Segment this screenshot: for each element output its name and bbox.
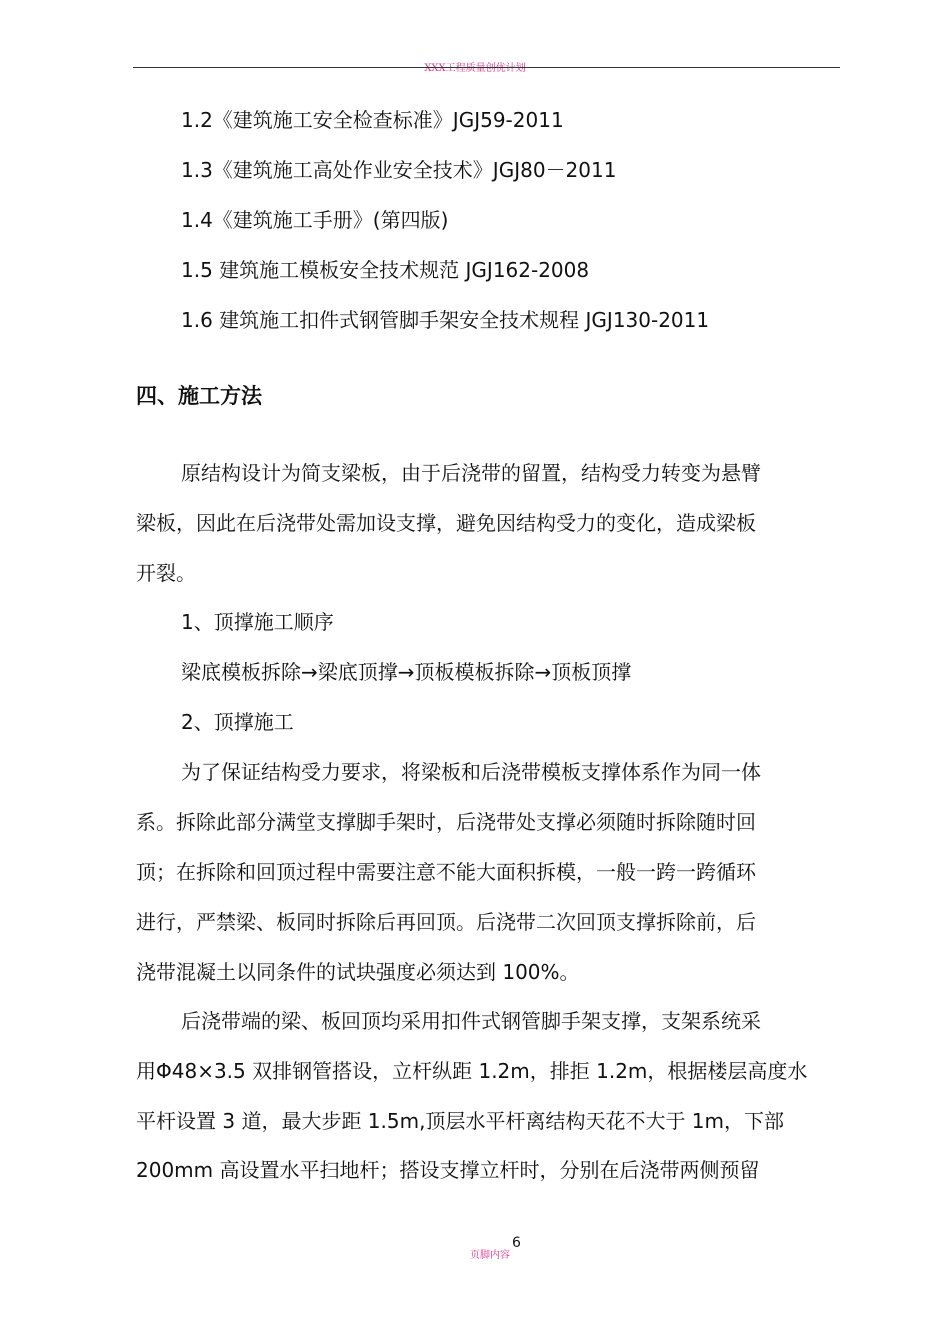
subsection-title: 1、顶撑施工顺序 — [181, 610, 334, 634]
subsection-title: 2、顶撑施工 — [181, 710, 294, 734]
paragraph-line: 浇带混凝土以同条件的试块强度必须达到 100%。 — [136, 960, 580, 984]
paragraph-line: 系。拆除此部分满堂支撑脚手架时，后浇带处支撑必须随时拆除随时回 — [136, 810, 756, 834]
reference-item: 1.2《建筑施工安全检查标准》JGJ59-2011 — [181, 108, 564, 132]
paragraph-line: 梁板，因此在后浇带处需加设支撑，避免因结构受力的变化，造成梁板 — [136, 511, 756, 535]
section-heading: 四、施工方法 — [136, 384, 262, 408]
reference-item: 1.3《建筑施工高处作业安全技术》JGJ80－2011 — [181, 158, 617, 182]
reference-item: 1.4《建筑施工手册》(第四版) — [181, 208, 449, 232]
paragraph-line: 原结构设计为简支梁板，由于后浇带的留置，结构受力转变为悬臂 — [181, 461, 761, 485]
page-number: 6 — [512, 1235, 521, 1251]
paragraph-line: 为了保证结构受力要求，将梁板和后浇带模板支撑体系作为同一体 — [181, 760, 761, 784]
paragraph-line: 200mm 高设置水平扫地杆；搭设支撑立杆时，分别在后浇带两侧预留 — [136, 1158, 760, 1182]
paragraph-line: 用Φ48×3.5 双排钢管搭设，立杆纵距 1.2m，排拒 1.2m，根据楼层高度水 — [136, 1059, 808, 1083]
paragraph-line: 开裂。 — [136, 561, 196, 585]
reference-item: 1.6 建筑施工扣件式钢管脚手架安全技术规程 JGJ130-2011 — [181, 308, 710, 332]
paragraph-line: 后浇带端的梁、板回顶均采用扣件式钢管脚手架支撑，支架系统采 — [181, 1009, 761, 1033]
paragraph-line: 顶；在拆除和回顶过程中需要注意不能大面积拆模，一般一跨一跨循环 — [136, 860, 756, 884]
page-header-text: XXX工程质量创优计划 — [424, 63, 526, 74]
reference-item: 1.5 建筑施工模板安全技术规范 JGJ162-2008 — [181, 258, 590, 282]
footer-text: 页脚内容 — [470, 1250, 510, 1261]
header-divider — [133, 67, 840, 68]
sequence-text: 梁底模板拆除→梁底顶撑→顶板模板拆除→顶板顶撑 — [181, 660, 632, 684]
paragraph-line: 进行，严禁梁、板同时拆除后再回顶。后浇带二次回顶支撑拆除前，后 — [136, 910, 756, 934]
paragraph-line: 平杆设置 3 道，最大步距 1.5m,顶层水平杆离结构天花不大于 1m，下部 — [136, 1109, 785, 1133]
